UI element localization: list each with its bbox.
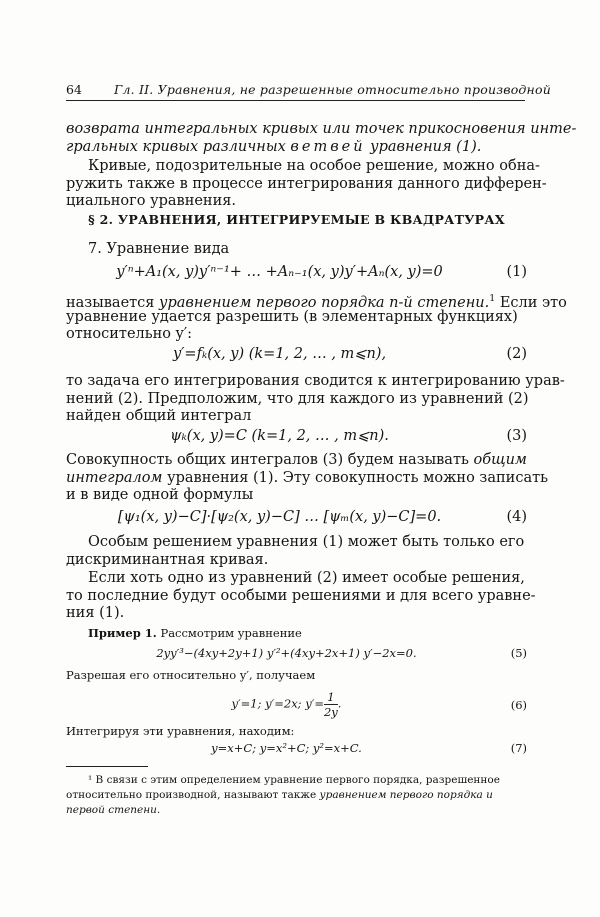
term-integral: интегралом <box>66 470 163 486</box>
item7-line-5: нений (2). Предположим, что для каждого из уравнений (2) <box>66 391 529 407</box>
equation-1-label: (1) <box>506 264 527 280</box>
item7-line-13: то последние будут особыми решениями и для всего уравне- <box>66 588 536 604</box>
term-general: общим <box>473 452 527 468</box>
intro-line-4: ружить также в процессе интегрирования данного дифферен- <box>66 176 547 192</box>
equation-3-body: ψₖ(x, y)=C (k=1, 2, … , m⩽n). <box>170 428 389 444</box>
example-label: Пример 1. <box>88 626 157 640</box>
intro-line-5: циального уравнения. <box>66 193 237 209</box>
item7-intro: 7. Уравнение вида <box>88 241 230 257</box>
intro-line-3: Кривые, подозрительные на особое решение, можно обна- <box>88 158 540 174</box>
equation-6 <box>66 690 527 724</box>
equation-2-body: y′=fₖ(x, y) (k=1, 2, … , m⩽n), <box>172 346 387 362</box>
item7-line-8: интегралом уравнения (1). Эту совокупность можно записать <box>66 470 549 486</box>
example-intro: Пример 1. Рассмотрим уравнение <box>88 626 302 640</box>
equation-6-body: y′=1; y′=2x; y′= $\frac{1}{2y}$ . <box>231 690 342 719</box>
fraction: $\frac{1}{2y}$ <box>323 690 338 719</box>
equation-7-label: (7) <box>510 741 527 755</box>
footnote-line-3: первой степени. <box>66 804 161 816</box>
equation-2 <box>66 346 527 366</box>
equation-2-label: (2) <box>506 346 527 362</box>
footnote-line-2: относительно производной, называют также уравнением первого порядка и <box>66 789 493 801</box>
item7-line-10: Особым решением уравнения (1) может быть только его <box>88 534 525 550</box>
item7-line-3: относительно y′: <box>66 326 193 342</box>
equation-3-label: (3) <box>506 428 527 444</box>
item7-line-14: ния (1). <box>66 605 125 621</box>
running-header <box>66 78 551 101</box>
section-heading: § 2. УРАВНЕНИЯ, ИНТЕГРИРУЕМЫЕ В КВАДРАТУРАХ <box>88 212 505 227</box>
equation-4 <box>66 509 527 529</box>
item7-line-6: найден общий интеграл <box>66 408 252 424</box>
equation-4-body: [ψ₁(x, y)−C]·[ψ₂(x, y)−C] … [ψₘ(x, y)−C]=0. <box>117 509 442 525</box>
footnote-mark: 1 <box>489 293 496 304</box>
footnote-rule <box>66 766 148 767</box>
emphasis-branches: ветвей <box>290 139 366 155</box>
item7-line-1: называется уравнением первого порядка n-й степени.$^1$ Если это <box>66 293 567 311</box>
intro-line-1: возврата интегральных кривых или точек прикосновения инте- <box>66 121 577 137</box>
equation-5 <box>66 646 527 662</box>
item7-line-7: Совокупность общих интегралов (3) будем называть общим <box>66 452 527 468</box>
page-number: 64 <box>66 82 82 97</box>
item7-line-4: то задача его интегрирования сводится к интегрированию урав- <box>66 373 565 389</box>
footnote-line-1: ¹ В связи с этим определением уравнение первого порядка, разрешенное <box>88 774 500 786</box>
running-title: Гл. II. Уравнения, не разрешенные относительно производной <box>114 82 551 97</box>
equation-7-body: y=x+C; y=x²+C; y²=x+C. <box>211 741 362 755</box>
equation-3 <box>66 428 527 448</box>
item7-line-9: и в виде одной формулы <box>66 487 254 503</box>
equation-5-label: (5) <box>510 646 527 660</box>
equation-1 <box>66 264 527 284</box>
item7-line-11: дискриминантная кривая. <box>66 552 269 568</box>
item7-line-2: уравнение удается разрешить (в элементарных функциях) <box>66 309 518 325</box>
equation-1-body: y′ⁿ+A₁(x, y)y′ⁿ⁻¹+ … +Aₙ₋₁(x, y)y′+Aₙ(x, y)=0 <box>116 264 443 280</box>
equation-5-body: 2yy′³−(4xy+2y+1) y′²+(4xy+2x+1) y′−2x=0. <box>156 646 417 660</box>
item7-line-12: Если хоть одно из уравнений (2) имеет особые решения, <box>88 570 525 586</box>
term-first-order-nth-degree: уравнением первого порядка n-й степени. <box>159 294 490 311</box>
intro-line-2: гральных кривых различных ветвей уравнения (1). <box>66 139 482 155</box>
example-solve-text: Разрешая его относительно y′, получаем <box>66 668 316 682</box>
equation-7 <box>66 741 527 757</box>
equation-4-label: (4) <box>506 509 527 525</box>
equation-6-label: (6) <box>510 698 527 712</box>
example-integrate-text: Интегрируя эти уравнения, находим: <box>66 724 295 738</box>
